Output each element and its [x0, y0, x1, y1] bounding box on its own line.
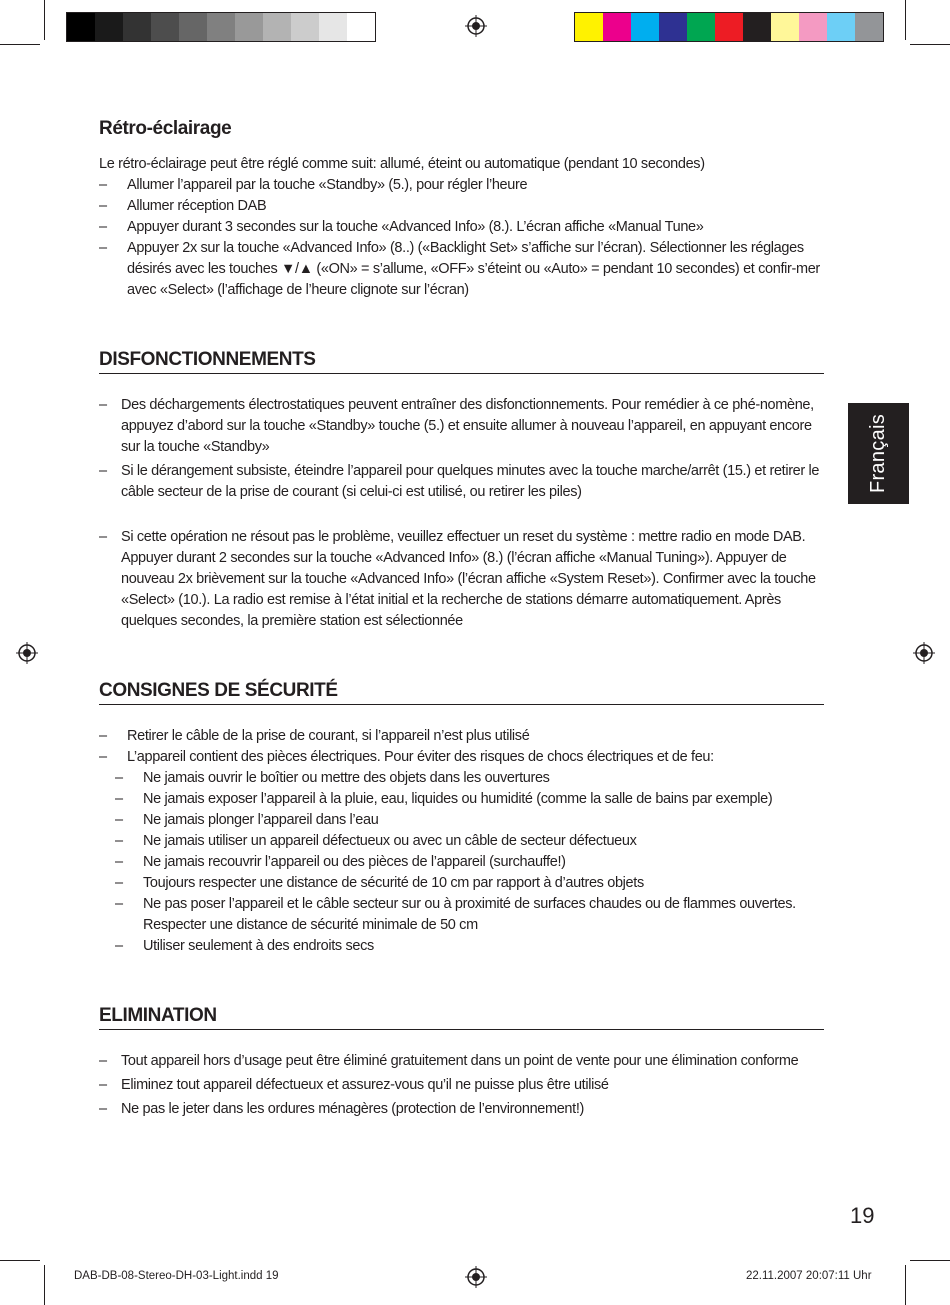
color-swatch: [603, 13, 631, 41]
disposal-list: [99, 1051, 824, 1120]
language-tab-label: Français: [867, 413, 889, 494]
grayscale-color-bar: [66, 12, 376, 42]
color-swatch: [263, 13, 291, 41]
section-malfunctions: [99, 349, 824, 632]
color-swatch: [743, 13, 771, 41]
color-swatch: [235, 13, 263, 41]
list-item: – Tout appareil hors d’usage peut être éliminé gratuitement dans un point de vente pour une élimination conforme: [99, 1051, 824, 1072]
section-title-malfunctions: DISFONCTIONNEMENTS: [99, 349, 824, 374]
color-swatch: [95, 13, 123, 41]
language-tab: [848, 403, 909, 504]
list-item: – Si cette opération ne résout pas le problème, veuillez effectuer un reset du système : mettre radio en mode DAB. Appuyer durant 2 secondes sur la touche «Advanced Info» (8.) (l’écran affiche «Manual Tuning»). Appuyer de nouveau 2x brièvement sur la touche «Advanced Info» (l’écran affiche «System Reset»). Confirmer avec la touche «Select» (10.). La radio est remise à l’état initial et la recherche de stations démarre automatiquement. Après quelques secondes, la première station est sélectionnée: [99, 527, 824, 632]
page-number: 19: [850, 1203, 875, 1228]
footer-timestamp: 22.11.2007 20:07:11 Uhr: [746, 1270, 872, 1282]
safety-list: [99, 726, 824, 768]
list-item: – L’appareil contient des pièces électriques. Pour éviter des risques de chocs électriques et de feu:: [99, 747, 824, 768]
color-swatch: [347, 13, 375, 41]
list-item: – Retirer le câble de la prise de courant, si l’appareil n’est plus utilisé: [99, 726, 824, 747]
color-swatch: [575, 13, 603, 41]
list-item: – Ne pas poser l’appareil et le câble secteur sur ou à proximité de surfaces chaudes ou de flammes ouvertes. Respecter une distance de sécurité minimale de 50 cm: [99, 894, 824, 936]
crop-mark: [44, 1265, 45, 1305]
list-item: – Ne jamais utiliser un appareil défectueux ou avec un câble de secteur défectueux: [99, 831, 824, 852]
color-swatch: [827, 13, 855, 41]
safety-sublist: [99, 768, 824, 957]
registration-crosshair-icon: [16, 642, 38, 664]
color-swatch: [319, 13, 347, 41]
list-item: – Si le dérangement subsiste, éteindre l’appareil pour quelques minutes avec la touche marche/arrêt (15.) et retirer le câble secteur de la prise de courant (si celui-ci est utilisé, ou retirer les piles): [99, 461, 824, 503]
color-swatch: [659, 13, 687, 41]
list-item: – Ne jamais exposer l’appareil à la pluie, eau, liquides ou humidité (comme la salle de bains par exemple): [99, 789, 824, 810]
list-item: – Toujours respecter une distance de sécurité de 10 cm par rapport à d’autres objets: [99, 873, 824, 894]
section-disposal: [99, 1005, 824, 1120]
list-item: – Appuyer durant 3 secondes sur la touche «Advanced Info» (8.). L’écran affiche «Manual Tune»: [99, 217, 824, 238]
list-item: – Des déchargements électrostatiques peuvent entraîner des disfonctionnements. Pour remédier à ce phé-nomène, appuyez d’abord sur la touche «Standby» touche (5.) et ensuite allumer à nouveau l’appareil, en appuyant encore sur la touche «Standby»: [99, 395, 824, 458]
color-swatch: [687, 13, 715, 41]
crop-mark: [0, 1260, 40, 1261]
list-item: – Appuyer 2x sur la touche «Advanced Info» (8..) («Backlight Set» s’affiche sur l’écran). Sélectionner les réglages désirés avec les touches ▼/▲ («ON» = s’allume, «OFF» s’éteint ou «Auto» = pendant 10 secondes) et confir-mer avec «Select» (l’affichage de l’heure clignote sur l’écran): [99, 238, 824, 301]
color-swatch: [799, 13, 827, 41]
section-safety: [99, 680, 824, 957]
footer-file-info: DAB-DB-08-Stereo-DH-03-Light.indd 19: [74, 1270, 279, 1282]
list-item: – Eliminez tout appareil défectueux et assurez-vous qu’il ne puisse plus être utilisé: [99, 1075, 824, 1096]
crop-mark: [44, 0, 45, 40]
malfunctions-list: [99, 395, 824, 632]
list-item: – Ne jamais recouvrir l’appareil ou des pièces de l’appareil (surchauffe!): [99, 852, 824, 873]
backlight-list: [99, 175, 824, 301]
color-swatch: [179, 13, 207, 41]
list-item: – Ne pas le jeter dans les ordures ménagères (protection de l’environnement!): [99, 1099, 824, 1120]
registration-crosshair-icon: [465, 15, 487, 37]
list-item: – Utiliser seulement à des endroits secs: [99, 936, 824, 957]
color-swatch: [715, 13, 743, 41]
color-swatch: [67, 13, 95, 41]
color-swatch: [855, 13, 883, 41]
section-title-disposal: ELIMINATION: [99, 1005, 824, 1030]
crop-mark: [910, 44, 950, 45]
list-item: – Ne jamais ouvrir le boîtier ou mettre des objets dans les ouvertures: [99, 768, 824, 789]
backlight-intro: Le rétro-éclairage peut être réglé comme suit: allumé, éteint ou automatique (pendant 10 secondes): [99, 156, 705, 172]
color-swatch: [151, 13, 179, 41]
list-item: – Allumer l’appareil par la touche «Standby» (5.), pour régler l’heure: [99, 175, 824, 196]
registration-crosshair-icon: [465, 1266, 487, 1288]
color-swatch: [207, 13, 235, 41]
list-item: – Ne jamais plonger l’appareil dans l’eau: [99, 810, 824, 831]
section-title-safety: CONSIGNES DE SÉCURITÉ: [99, 680, 824, 705]
registration-crosshair-icon: [913, 642, 935, 664]
crop-mark: [905, 0, 906, 40]
color-swatch: [631, 13, 659, 41]
color-swatch: [771, 13, 799, 41]
crop-mark: [905, 1265, 906, 1305]
section-backlight: [99, 118, 824, 301]
crop-mark: [0, 44, 40, 45]
color-swatch: [123, 13, 151, 41]
color-swatch: [291, 13, 319, 41]
list-item: – Allumer réception DAB: [99, 196, 824, 217]
page-content: [99, 118, 824, 1120]
process-color-bar: [574, 12, 884, 42]
crop-mark: [910, 1260, 950, 1261]
section-title-backlight: Rétro-éclairage: [99, 118, 232, 139]
